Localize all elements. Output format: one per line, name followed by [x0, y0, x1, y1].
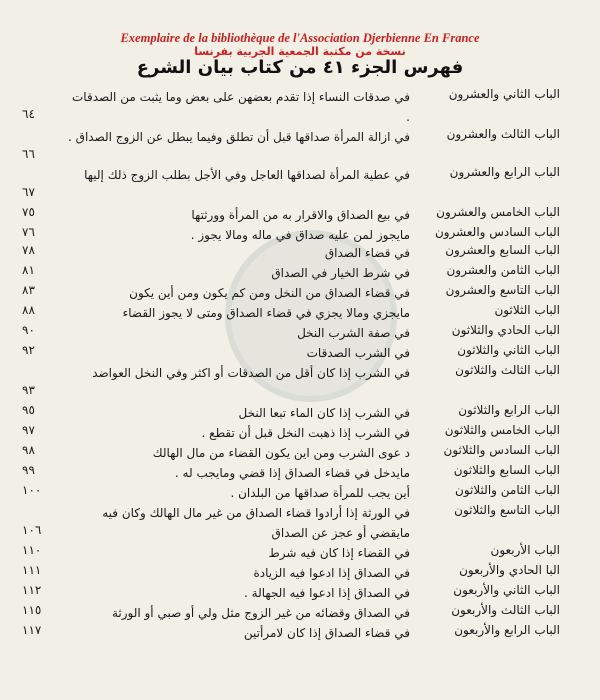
toc-description: أين يجب للمرأة صداقها من البلدان . — [230, 486, 410, 500]
toc-description: في قضاء الصداق من النخل ومن كم يكون ومن أين يكون — [129, 286, 410, 300]
toc-chapter: الباب السادس والعشرون — [434, 225, 560, 239]
toc-chapter: الباب التاسع والعشرون — [445, 283, 560, 297]
toc-description: في قضاء الصداق إذا كان لامرأتين — [243, 626, 410, 640]
toc-page-number: ٩٣ — [22, 383, 35, 397]
toc-chapter: الباب السابع والثلاثون — [453, 463, 560, 477]
toc-description: في بيع الصداق والاقرار به من المرأة وورثتها — [191, 208, 410, 222]
toc-page-number: ١١٢ — [22, 583, 42, 597]
toc-page-number: ٩٩ — [22, 463, 35, 477]
library-watermark-french: Exemplaire de la bibliothèque de l'Association Djerbienne En France — [120, 31, 480, 45]
toc-description: في صدقات النساء إذا تقدم بعضهن على بعض وما يثبت من الصدقات . — [72, 90, 410, 124]
toc-chapter: الباب الثاني والثلاثون — [457, 343, 560, 357]
toc-chapter: الباب الثامن والعشرون — [446, 263, 560, 277]
page-title: فهرس الجزء ٤١ من كتاب بيان الشرع — [136, 57, 464, 78]
toc-chapter: الباب الثاني والأربعون — [453, 583, 560, 597]
toc-description: في الشرب إذا كان الماء تبعا النخل — [238, 406, 410, 420]
toc-description: د عوى الشرب ومن اين يكون القضاء من مال الهالك — [152, 446, 410, 460]
toc-page-number: ١١١ — [22, 563, 42, 577]
toc-chapter: الباب الخامس والعشرون — [436, 205, 560, 219]
toc-page-number: ٦٤ — [22, 107, 35, 121]
toc-page-number: ٧٥ — [22, 205, 35, 219]
toc-page-number: ٧٨ — [22, 243, 35, 257]
toc-description: في الشرب إذا كان أقل من الصدقات أو اكثر وفي النخل العواضد — [92, 366, 410, 380]
toc-description: في الصداق إذا ادعوا فيه الزيادة — [253, 566, 410, 580]
toc-page-number: ١٠٦ — [22, 523, 42, 537]
library-watermark-arabic: نسخة من مكتبة الجمعية الجربية بفرنسا — [194, 45, 406, 58]
toc-chapter: الباب السابع والعشرون — [445, 243, 560, 257]
toc-chapter: الباب الثامن والثلاثون — [455, 483, 560, 497]
toc-description: في القضاء إذا كان فيه شرط — [268, 546, 410, 560]
toc-page-number: ٩٠ — [22, 323, 35, 337]
toc-description: في الصداق وقضائه من غير الزوج مثل ولي أو صبي أو الورثة — [111, 606, 410, 620]
toc-chapter: الباب الحادي والثلاثون — [451, 323, 560, 337]
toc-chapter: الباب الأربعون — [490, 543, 560, 557]
toc-page-number: ١٠٠ — [22, 483, 42, 497]
toc-chapter: الباب الرابع والأربعون — [454, 623, 560, 637]
toc-description: مايجزي ومالا يجزي في قضاء الصداق ومتى لا يجوز القضاء — [122, 306, 410, 320]
toc-chapter: الباب السادس والثلاثون — [443, 443, 560, 457]
toc-description: في الصداق إذا ادعوا فيه الجهالة . — [244, 586, 410, 600]
toc-description: في عطية المرأة لصداقها العاجل وفي الأجل بطلب الزوج ذلك إليها — [84, 168, 410, 182]
toc-page-number: ٨٨ — [22, 303, 35, 317]
toc-description: في شرط الخيار في الصداق — [271, 266, 410, 280]
toc-chapter: الباب التاسع والثلاثون — [454, 503, 560, 517]
toc-description: مايجوز لمن عليه صداق في ماله ومالا يجوز . — [190, 228, 410, 242]
toc-page-number: ٦٦ — [22, 147, 35, 161]
toc-chapter: الباب الخامس والثلاثون — [444, 423, 560, 437]
toc-description: في الشرب إذا ذهبت النخل قبل أن تقطع . — [201, 426, 410, 440]
toc-chapter: الباب الثاني والعشرون — [448, 87, 560, 101]
toc-description: في صفة الشرب النخل — [297, 326, 410, 340]
toc-chapter: الباب الثالث والعشرون — [446, 127, 560, 141]
toc-chapter: الباب الرابع والثلاثون — [458, 403, 560, 417]
toc-chapter: الباب الثلاثون — [494, 303, 560, 317]
toc-chapter: الباب الثالث والثلاثون — [455, 363, 560, 377]
toc-page-number: ٩٨ — [22, 443, 35, 457]
toc-chapter: الباب الرابع والعشرون — [449, 165, 560, 179]
toc-description: مايدخل في قضاء الصداق إذا قضي ومايجب له . — [174, 466, 410, 480]
toc-description: في ازالة المرأة صداقها قبل أن تطلق وفيما يبطل عن الزوج الصداق . — [68, 130, 410, 144]
toc-description: في قضاء الصداق — [324, 246, 410, 260]
toc-page-number: ١١٠ — [22, 543, 42, 557]
toc-description: في الشرب الصدقات — [306, 346, 410, 360]
toc-page-number: ٩٥ — [22, 403, 35, 417]
toc-page-number: ١١٥ — [22, 603, 42, 617]
toc-description: في الورثة إذا أرادوا قضاء الصداق من غير مال الهالك وكان فيه مايقضي أو عجز عن الصداق — [102, 506, 410, 540]
toc-page-number: ٧٦ — [22, 225, 35, 239]
toc-page-number: ١١٧ — [22, 623, 42, 637]
toc-page-number: ٦٧ — [22, 185, 35, 199]
toc-chapter: الباب الثالث والأربعون — [451, 603, 560, 617]
toc-page-number: ٨٣ — [22, 283, 35, 297]
toc-page-number: ٩٧ — [22, 423, 35, 437]
toc-page-number: ٨١ — [22, 263, 35, 277]
toc-page-number: ٩٢ — [22, 343, 35, 357]
toc-chapter: البا الحادي والأربعون — [459, 563, 560, 577]
